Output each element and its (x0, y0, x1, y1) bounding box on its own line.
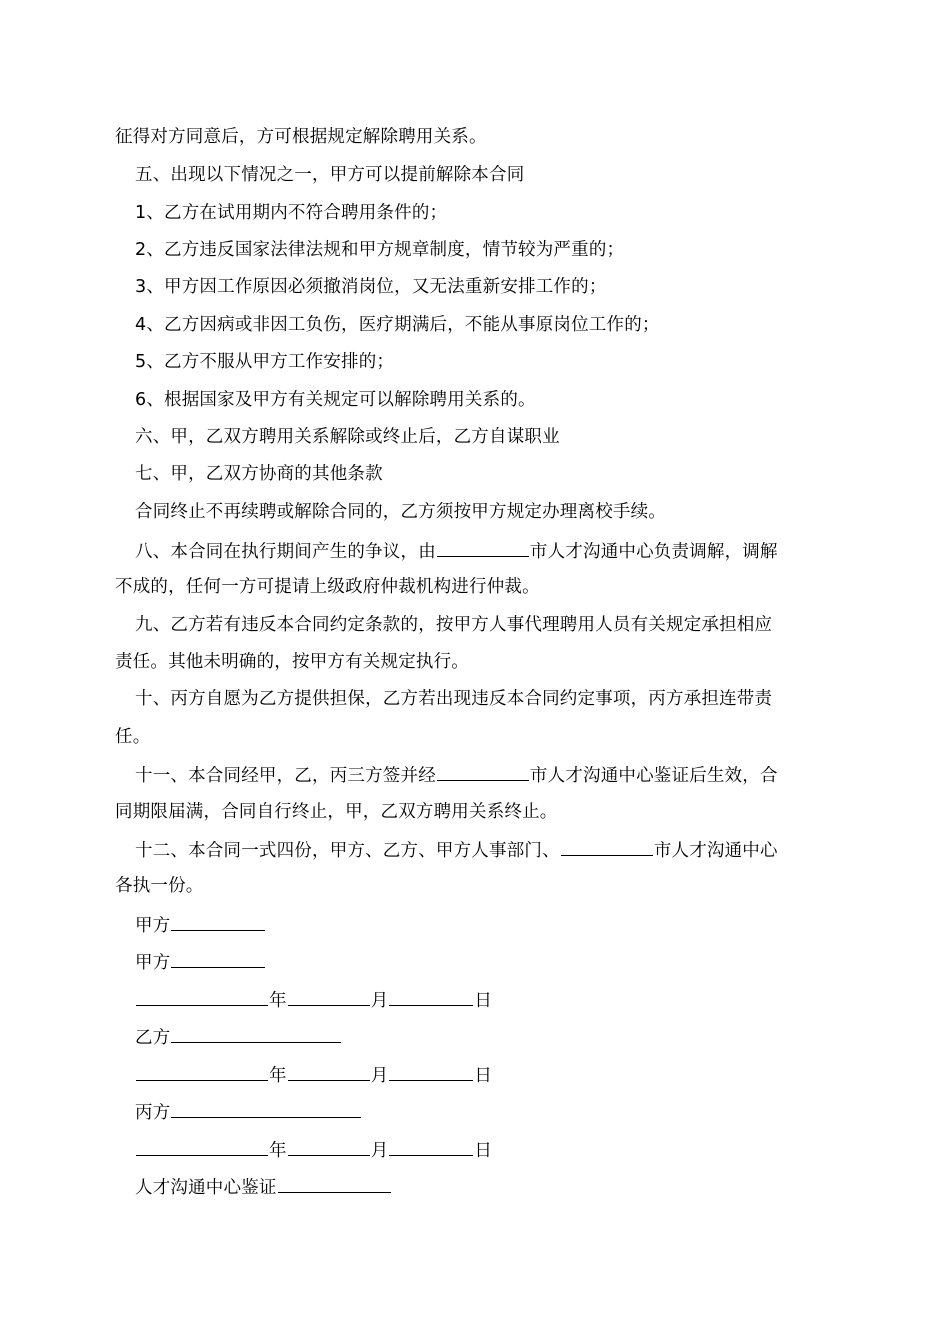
fill-blank (389, 1138, 473, 1156)
fill-blank (171, 1025, 341, 1043)
clause-9-line: 责任。其他未明确的，按甲方有关规定执行。 (115, 652, 469, 672)
date-line (135, 988, 492, 1012)
list-item: 3、甲方因工作原因必须撤消岗位，又无法重新安排工作的； (135, 277, 607, 297)
fill-blank (561, 838, 653, 856)
fill-blank (288, 1138, 370, 1156)
signature-label: 乙方 (135, 1028, 171, 1048)
year-label: 年 (269, 1066, 287, 1086)
text-segment: 八、本合同在执行期间产生的争议，由 (135, 542, 436, 562)
day-label: 日 (474, 1141, 493, 1161)
fill-blank (171, 1100, 361, 1118)
clause-10-line: 十、丙方自愿为乙方提供担保，乙方若出现违反本合同约定事项，丙方承担连带责 (135, 689, 773, 709)
text-segment: 市人才沟通中心 (653, 841, 778, 861)
month-label: 月 (370, 991, 389, 1011)
clause-9-line: 九、乙方若有违反本合同约定条款的，按甲方人事代理聘用人员有关规定承担相应 (135, 615, 773, 635)
paragraph: 征得对方同意后，方可根据规定解除聘用关系。 (115, 127, 487, 147)
fill-blank (389, 1063, 473, 1081)
year-label: 年 (269, 1141, 287, 1161)
paragraph: 合同终止不再续聘或解除合同的，乙方须按甲方规定办理离校手续。 (135, 502, 666, 522)
text-segment: 十二、本合同一式四份，甲方、乙方、甲方人事部门、 (135, 841, 560, 861)
signature-party-a (135, 950, 266, 974)
fill-blank (288, 988, 370, 1006)
year-label: 年 (269, 991, 287, 1011)
fill-blank (437, 539, 529, 557)
list-item: 5、乙方不服从甲方工作安排的； (135, 352, 395, 372)
fill-blank (136, 1138, 268, 1156)
verification-line (135, 1175, 392, 1199)
clause-8-line: 不成的，任何一方可提请上级政府仲裁机构进行仲裁。 (115, 577, 540, 597)
signature-label: 人才沟通中心鉴证 (135, 1178, 277, 1198)
date-line (135, 1063, 492, 1087)
signature-label: 丙方 (135, 1103, 171, 1123)
fill-blank (389, 988, 473, 1006)
fill-blank (288, 1063, 370, 1081)
fill-blank (437, 763, 529, 781)
list-item: 2、乙方违反国家法律法规和甲方规章制度，情节较为严重的； (135, 240, 625, 260)
clause-10-line: 任。 (115, 727, 151, 747)
fill-blank (171, 950, 265, 968)
signature-party-a (135, 913, 266, 937)
text-segment: 十一、本合同经甲，乙，丙三方签并经 (135, 766, 436, 786)
month-label: 月 (370, 1141, 389, 1161)
fill-blank (171, 913, 265, 931)
clause-8-line (135, 539, 778, 563)
date-line (135, 1138, 492, 1162)
day-label: 日 (474, 1066, 493, 1086)
clause-11-line (135, 763, 778, 787)
clause-12-line: 各执一份。 (115, 876, 204, 896)
text-segment: 市人才沟通中心鉴证后生效，合 (529, 766, 778, 786)
clause-6: 六、甲，乙双方聘用关系解除或终止后，乙方自谋职业 (135, 427, 560, 447)
list-item: 4、乙方因病或非因工负伤，医疗期满后，不能从事原岗位工作的； (135, 315, 660, 335)
clause-11-line: 同期限届满，合同自行终止，甲，乙双方聘用关系终止。 (115, 802, 558, 822)
day-label: 日 (474, 991, 493, 1011)
list-item: 6、根据国家及甲方有关规定可以解除聘用关系的。 (135, 390, 536, 410)
clause-5-heading: 五、出现以下情况之一，甲方可以提前解除本合同 (135, 165, 525, 185)
signature-label: 甲方 (135, 916, 171, 936)
month-label: 月 (370, 1066, 389, 1086)
fill-blank (278, 1175, 391, 1193)
text-segment: 市人才沟通中心负责调解，调解 (529, 542, 778, 562)
clause-12-line (135, 838, 778, 862)
clause-7: 七、甲，乙双方协商的其他条款 (135, 464, 383, 484)
signature-party-b (135, 1025, 342, 1049)
list-item: 1、乙方在试用期内不符合聘用条件的； (135, 203, 448, 223)
signature-party-c (135, 1100, 362, 1124)
signature-label: 甲方 (135, 953, 171, 973)
fill-blank (136, 988, 268, 1006)
fill-blank (136, 1063, 268, 1081)
